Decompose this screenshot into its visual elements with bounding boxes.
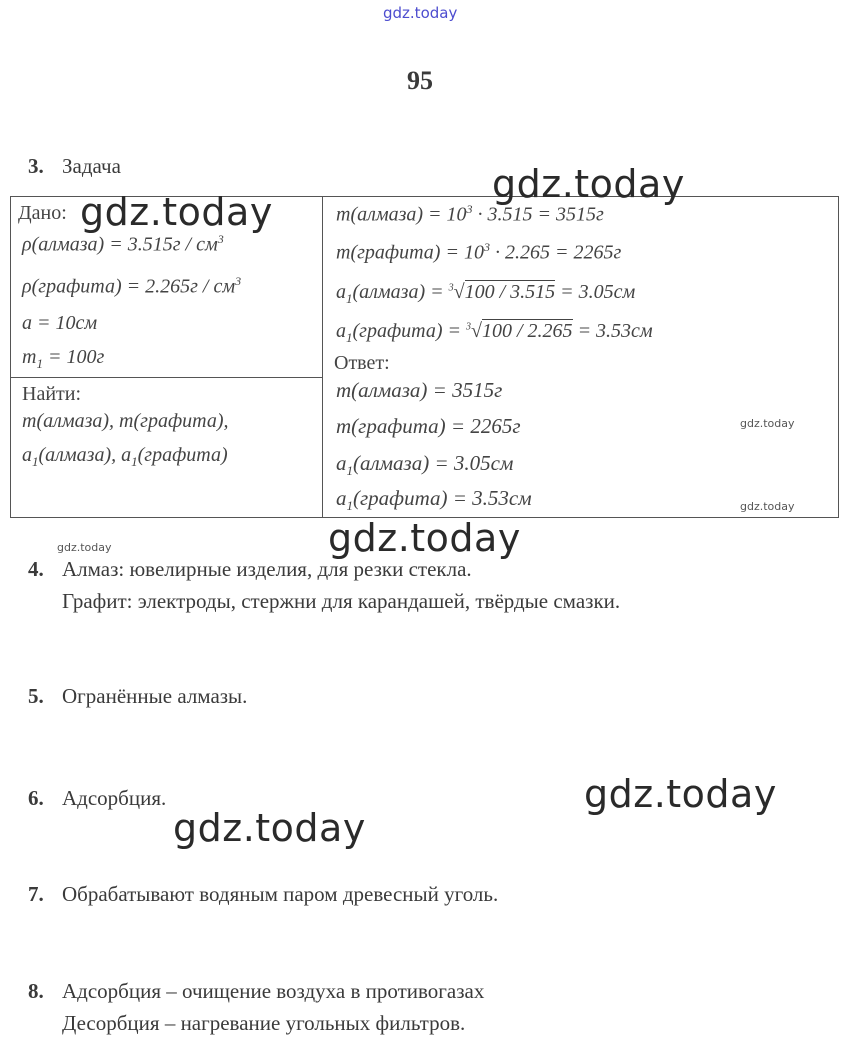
watermark-table-right: gdz.today: [492, 162, 685, 206]
item-7-line-1: Обрабатывают водяным паром древесный уголь.: [62, 882, 499, 906]
item-8-number: 8.: [28, 979, 44, 1003]
item-5-number: 5.: [28, 684, 44, 708]
watermark-left-mid: gdz.today: [173, 806, 366, 850]
item-8-line-2: Десорбция – нагревание угольных фильтров.: [62, 1011, 466, 1035]
watermark-table-left: gdz.today: [80, 190, 273, 234]
watermark-small-1: gdz.today: [740, 417, 795, 430]
item-5-line-1: Огранённые алмазы.: [62, 684, 248, 708]
item-4-number: 4.: [28, 557, 44, 581]
task-3-title: Задача: [62, 154, 121, 178]
calc-mass-graphite: m(графита) = $10^3 \cdot 2.265 = 2265г$: [336, 240, 622, 264]
answer-edge-diamond: $a_1(алмаза) = 3.05см$: [336, 451, 514, 479]
watermark-top: gdz.today: [383, 4, 458, 22]
answer-mass-diamond: m(алмаза) = 3515г: [336, 378, 503, 402]
watermark-small-3: gdz.today: [57, 541, 112, 554]
page-number: 95: [407, 66, 433, 95]
calc-edge-diamond: $a_1(алмаза) = ^3√100 / 3.515 = 3.05см$: [336, 281, 636, 306]
task-3-number: 3.: [28, 154, 44, 178]
item-7-number: 7.: [28, 882, 44, 906]
watermark-small-2: gdz.today: [740, 500, 795, 513]
given-density-diamond: ρ(алмаза) = $3.515г / см^3$: [22, 232, 224, 256]
table-divider-vertical: [322, 196, 323, 518]
calc-mass-diamond: m(алмаза) = $10^3 \cdot 3.515 = 3515г$: [336, 202, 604, 226]
table-divider-horizontal: [10, 377, 323, 378]
find-line-2: $a_1(алмаза)$, $a_1(графита)$: [22, 444, 228, 469]
watermark-right-mid: gdz.today: [584, 772, 777, 816]
find-line-1: m(алмаза), m(графита),: [22, 410, 229, 432]
answer-mass-graphite: m(графита) = 2265г: [336, 414, 521, 438]
calc-edge-graphite: $a_1(графита) = ^3√100 / 2.265 = 3.53см$: [336, 320, 653, 345]
item-4-line-2: Графит: электроды, стержни для карандашей, твёрдые смазки.: [62, 589, 621, 613]
given-label: Дано:: [18, 202, 67, 224]
find-label: Найти:: [22, 383, 82, 405]
watermark-below-table: gdz.today: [328, 516, 521, 560]
item-8-line-1: Адсорбция – очищение воздуха в противогазах: [62, 979, 485, 1003]
item-6-line-1: Адсорбция.: [62, 786, 167, 810]
item-6-number: 6.: [28, 786, 44, 810]
answer-label: Ответ:: [334, 352, 390, 374]
given-density-graphite: ρ(графита) = $2.265г / см^3$: [22, 274, 242, 298]
answer-edge-graphite: $a_1(графита) = 3.53см$: [336, 486, 532, 514]
given-mass: $m_1 = 100г$: [22, 346, 105, 371]
item-4-line-1: Алмаз: ювелирные изделия, для резки стекла.: [62, 557, 472, 581]
given-edge: a = 10см: [22, 312, 98, 334]
